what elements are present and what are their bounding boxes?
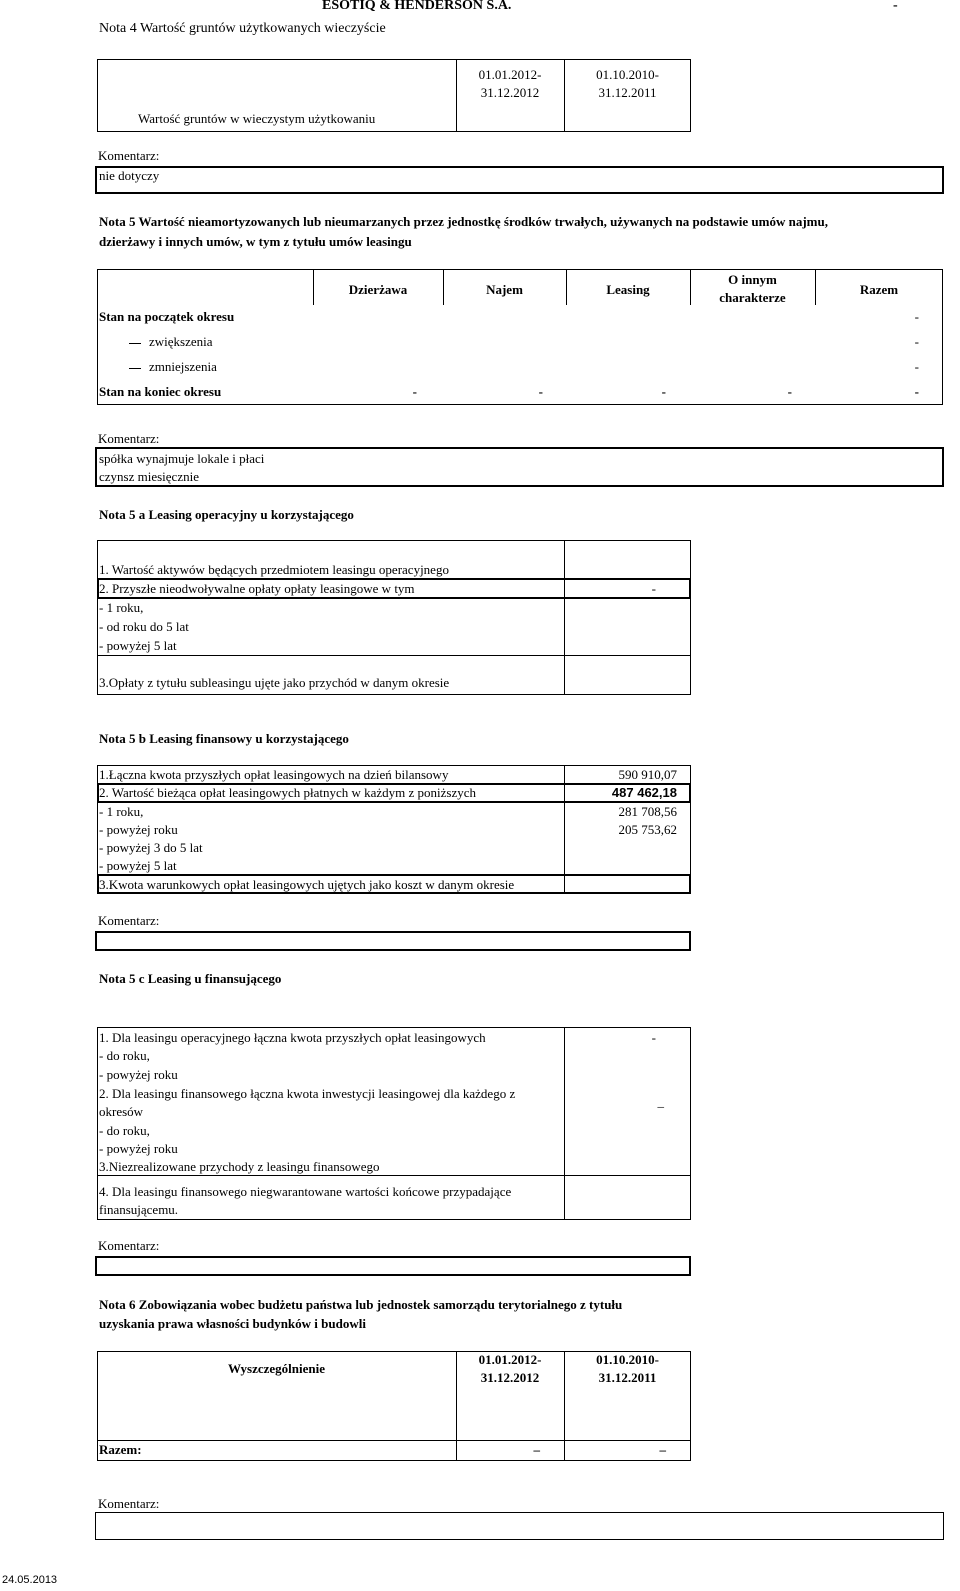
nota5-row-increase-label: zwiększenia — [149, 334, 213, 349]
nota5b-row3-value: 281 708,56 — [618, 804, 677, 819]
nota5c-comment-box — [95, 1256, 691, 1276]
nota4-col2-top: 01.10.2010- — [596, 67, 659, 82]
nota5-col-dzierzawa: Dzierżawa — [348, 282, 408, 297]
nota6-title-line1: Nota 6 Zobowiązania wobec budżetu państwa lub jednostek samorządu terytorialnego z tytułu — [99, 1297, 623, 1312]
company-name: ESOTIQ & HENDERSON S.A. — [322, 0, 512, 13]
nota5c-row7: - powyżej roku — [99, 1141, 178, 1156]
nota6-col2-top: 01.10.2010- — [596, 1352, 659, 1367]
nota5-title-line1: Nota 5 Wartość nieamortyzowanych lub nieumarzanych przez jednostkę środków trwałych, używanych na podstawie umów najmu, — [99, 214, 828, 229]
nota6-col2-bottom: 31.12.2011 — [598, 1370, 657, 1385]
nota5-row-decrease-razem: - — [914, 359, 919, 374]
nota5c-row6: - do roku, — [99, 1123, 150, 1138]
nota6-col-label: Wyszczególnienie — [228, 1361, 325, 1376]
nota5-col-innym-2: charakterze — [719, 290, 786, 305]
nota5b-comment-box — [95, 931, 691, 951]
nota5b-row7: 3.Kwota warunkowych opłat leasingowych ujętych jako koszt w danym okresie — [99, 877, 515, 892]
nota5a-row4: - od roku do 5 lat — [99, 619, 189, 634]
nota5c-row3: - powyżej roku — [99, 1067, 178, 1082]
nota6-total-val2: – — [659, 1442, 666, 1457]
nota6-comment-box — [95, 1512, 944, 1540]
nota5c-row1-value: - — [651, 1030, 656, 1045]
nota5a-row2-value: - — [651, 581, 656, 596]
nota4-comment-text: nie dotyczy — [99, 168, 160, 183]
nota5-comment-label: Komentarz: — [98, 431, 160, 446]
nota5b-row1-value: 590 910,07 — [618, 767, 677, 782]
nota5b-row5: - powyżej 3 do 5 lat — [99, 840, 203, 855]
nota5b-row4-value: 205 753,62 — [618, 822, 677, 837]
nota5b-row3: - 1 roku, — [99, 804, 144, 819]
nota5c-row5-value: _ — [657, 1094, 664, 1109]
nota5-title-line2: dzierżawy i innych umów, w tym z tytułu umów leasingu — [99, 234, 412, 249]
header-dash: - — [893, 0, 898, 13]
nota4-title: Nota 4 Wartość gruntów użytkowanych wieczyście — [99, 21, 386, 36]
nota5-row-start-razem: - — [914, 309, 919, 324]
nota4-comment-label: Komentarz: — [98, 148, 160, 163]
nota6-total-val1: – — [533, 1442, 540, 1457]
nota5-row-increase-razem: - — [914, 334, 919, 349]
nota5a-row5: - powyżej 5 lat — [99, 638, 177, 653]
nota5-comment-line1: spółka wynajmuje lokale i płaci — [99, 451, 265, 466]
nota6-comment-label: Komentarz: — [98, 1496, 160, 1511]
nota5a-row3: - 1 roku, — [99, 600, 144, 615]
nota6-total-label: Razem: — [99, 1442, 142, 1457]
nota5-comment-line2: czynsz miesięcznie — [99, 469, 199, 484]
nota5b-row1: 1.Łączna kwota przyszłych opłat leasingowych na dzień bilansowy — [99, 767, 449, 782]
nota5a-row2: 2. Przyszłe nieodwoływalne opłaty opłaty leasingowe w tym — [99, 581, 415, 596]
nota5c-row9: 4. Dla leasingu finansowego niegwarantowane wartości końcowe przypadające — [99, 1184, 512, 1199]
nota5-row-end-leasing: - — [661, 384, 666, 399]
footer-date: 24.05.2013 — [2, 1574, 58, 1586]
nota5-row-increase — [129, 334, 213, 350]
nota5-row-decrease-label: zmniejszenia — [149, 359, 217, 374]
nota5c-row8: 3.Niezrealizowane przychody z leasingu finansowego — [99, 1159, 380, 1174]
nota5a-title: Nota 5 a Leasing operacyjny u korzystającego — [99, 507, 354, 522]
nota5b-title: Nota 5 b Leasing finansowy u korzystającego — [99, 731, 349, 746]
nota4-row-label: Wartość gruntów w wieczystym użytkowaniu — [138, 111, 376, 126]
nota4-col1-top: 01.01.2012- — [478, 67, 542, 82]
nota5-col-leasing: Leasing — [606, 282, 650, 297]
nota5-row-decrease — [129, 359, 217, 375]
nota5b-row6: - powyżej 5 lat — [99, 858, 177, 873]
nota5b-row2: 2. Wartość bieżąca opłat leasingowych płatnych w każdym z poniższych — [99, 785, 477, 800]
nota5c-comment-label: Komentarz: — [98, 1238, 160, 1253]
nota5c-row2: - do roku, — [99, 1048, 150, 1063]
nota5-col-najem: Najem — [486, 282, 523, 297]
nota5c-row5: okresów — [99, 1104, 144, 1119]
nota5c-row4: 2. Dla leasingu finansowego łącznа kwota inwestycji leasingowej dla każdego z — [99, 1086, 516, 1101]
nota5b-row2-value: 487 462,18 — [611, 785, 677, 800]
nota5-row-end: Stan na koniec okresu — [99, 384, 222, 399]
nota6-col1-top: 01.01.2012- — [478, 1352, 542, 1367]
nota6-title-line2: uzyskania prawa własności budynków i budowli — [99, 1316, 366, 1331]
nota5b-comment-label: Komentarz: — [98, 913, 160, 928]
nota5-row-start: Stan na początek okresu — [99, 309, 235, 324]
nota5c-row1: 1. Dla leasingu operacyjnego łączna kwota przyszłych opłat leasingowych — [99, 1030, 486, 1045]
nota6-col1-bottom: 31.12.2012 — [480, 1370, 540, 1385]
nota5a-row6: 3.Opłaty z tytułu subleasingu ujęte jako przychód w danym okresie — [99, 675, 450, 690]
nota5-col-innym-1: O innym — [728, 272, 777, 287]
nota5-row-end-razem: - — [914, 384, 919, 399]
nota5-row-end-innym: - — [787, 384, 792, 399]
nota5b-row4: - powyżej roku — [99, 822, 178, 837]
nota5-row-end-dzierzawa: - — [412, 384, 417, 399]
nota5a-row1: 1. Wartość aktywów będących przedmiotem leasingu operacyjnego — [99, 562, 449, 577]
nota5c-title: Nota 5 c Leasing u finansującego — [99, 971, 282, 986]
nota5-col-razem: Razem — [859, 282, 899, 297]
nota4-col2-bottom: 31.12.2011 — [598, 85, 657, 100]
nota4-col1-bottom: 31.12.2012 — [480, 85, 540, 100]
nota5c-row10: finansującemu. — [99, 1202, 179, 1217]
nota5-row-end-najem: - — [538, 384, 543, 399]
nota4-comment-box — [95, 166, 944, 194]
